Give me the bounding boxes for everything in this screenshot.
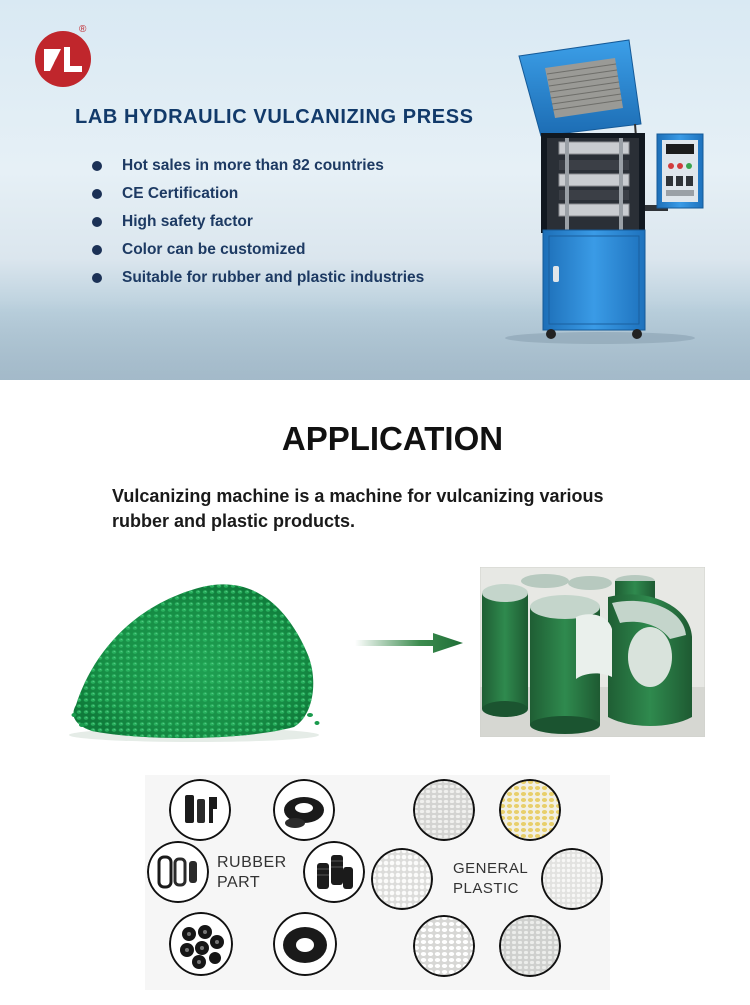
arrow-right-icon bbox=[355, 632, 465, 654]
rubber-label-line-1: RUBBER bbox=[217, 854, 287, 871]
application-description bbox=[112, 484, 712, 534]
brand-logo-icon bbox=[34, 30, 92, 88]
rubber-part-image bbox=[169, 912, 233, 976]
rubber-part-image bbox=[303, 841, 365, 903]
plastic-granules-image bbox=[541, 848, 603, 910]
plastic-label-line-1: GENERAL bbox=[453, 860, 529, 877]
materials-panel bbox=[145, 775, 610, 990]
feature-list bbox=[92, 152, 424, 292]
application-description-line-2: rubber and plastic products. bbox=[112, 511, 356, 531]
bullet-icon bbox=[92, 189, 102, 199]
plastic-granules-image bbox=[371, 848, 433, 910]
rubber-label-line-2: PART bbox=[217, 874, 261, 891]
bullet-icon bbox=[92, 273, 102, 283]
feature-text: CE Certification bbox=[122, 185, 239, 202]
plastic-granules-image bbox=[499, 915, 561, 977]
feature-item bbox=[92, 236, 424, 264]
rubber-part-image bbox=[169, 779, 231, 841]
rubber-part-image bbox=[273, 912, 337, 976]
bullet-icon bbox=[92, 161, 102, 171]
product-title: LAB HYDRAULIC VULCANIZING PRESS bbox=[75, 106, 474, 128]
rubber-part-image bbox=[273, 779, 335, 841]
feature-item bbox=[92, 208, 424, 236]
feature-text: Hot sales in more than 82 countries bbox=[122, 157, 384, 174]
feature-item bbox=[92, 264, 424, 292]
general-plastic-label bbox=[453, 859, 528, 899]
rubber-part-image bbox=[147, 841, 209, 903]
feature-text: High safety factor bbox=[122, 213, 253, 230]
feature-item bbox=[92, 180, 424, 208]
feature-item bbox=[92, 152, 424, 180]
application-description-line-1: Vulcanizing machine is a machine for vulcanizing various bbox=[112, 486, 604, 506]
rubber-part-label bbox=[217, 853, 287, 893]
green-belts-image bbox=[480, 567, 705, 737]
hero-banner bbox=[0, 0, 750, 380]
plastic-granules-image bbox=[499, 779, 561, 841]
bullet-icon bbox=[92, 245, 102, 255]
application-heading: APPLICATION bbox=[281, 420, 504, 457]
feature-text: Color can be customized bbox=[122, 241, 306, 258]
green-granules-image bbox=[62, 565, 327, 742]
registered-mark: ® bbox=[79, 24, 87, 35]
plastic-label-line-2: PLASTIC bbox=[453, 880, 520, 897]
plastic-granules-image bbox=[413, 779, 475, 841]
feature-text: Suitable for rubber and plastic industries bbox=[122, 269, 425, 286]
bullet-icon bbox=[92, 217, 102, 227]
plastic-granules-image bbox=[413, 915, 475, 977]
vulcanizing-press-machine-image bbox=[505, 38, 735, 348]
